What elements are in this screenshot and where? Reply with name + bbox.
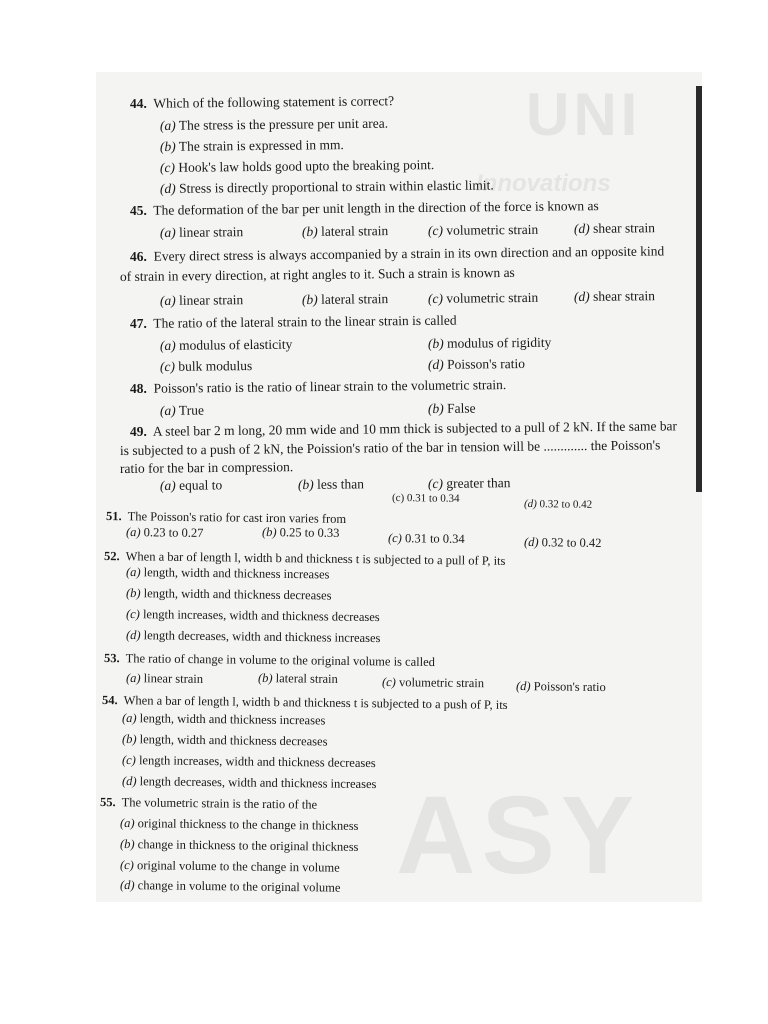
- option-a: (a) linear strain: [125, 671, 204, 686]
- option-d: (d) Poisson's ratio: [427, 355, 526, 372]
- option-c: (c) 0.31 to 0.34: [387, 531, 465, 546]
- option-a: (a) linear strain: [159, 224, 244, 240]
- option-a: (a) length, width and thickness increases: [121, 711, 326, 728]
- question-number: 52.: [103, 549, 120, 564]
- question-46: [130, 243, 664, 265]
- question-number: 49.: [129, 423, 147, 439]
- question-number: 44.: [129, 95, 147, 111]
- option-a: (a) modulus of elasticity: [159, 336, 293, 353]
- option-d: (d) length decreases, width and thickness increases: [121, 774, 377, 792]
- question-text: Every direct stress is always accompanied by a strain in its own direction and an opposite kind: [153, 243, 665, 264]
- question-number: 51.: [105, 509, 122, 524]
- question-text: The ratio of the lateral strain to the linear strain is called: [153, 312, 457, 331]
- question-text: The volumetric strain is the ratio of the: [121, 795, 318, 812]
- option-b: (b) length, width and thickness decreases: [121, 732, 328, 749]
- question-number: 53.: [103, 651, 120, 666]
- option-b: (b) The strain is expressed in mm.: [159, 137, 344, 154]
- option-c: (c) original volume to the change in volume: [119, 858, 340, 875]
- option-b: (b) lateral strain: [301, 223, 389, 239]
- option-a: (a) The stress is the pressure per unit area.: [159, 115, 389, 133]
- option-b: (b) length, width and thickness decreases: [125, 586, 332, 603]
- option-a: (a) True: [159, 402, 204, 418]
- option-a: (a) length, width and thickness increases: [125, 565, 330, 582]
- option-b: (b) False: [427, 400, 476, 416]
- question-44: [130, 93, 394, 112]
- question-number: 48.: [129, 380, 147, 396]
- question-55: [100, 794, 317, 813]
- scanned-page: [96, 72, 702, 902]
- watermark-text: ASY: [396, 774, 641, 897]
- watermark-text: Innovations: [476, 170, 611, 197]
- question-47: [130, 313, 457, 332]
- question-number: 45.: [129, 202, 147, 218]
- cut-off-option-c: (c) 0.31 to 0.34: [391, 492, 460, 505]
- option-c: (c) length increases, width and thickness decreases: [125, 607, 380, 625]
- question-text: The ratio of change in volume to the original volume is called: [125, 651, 436, 670]
- question-53: [104, 650, 435, 670]
- question-text: Which of the following statement is correct?: [153, 93, 395, 111]
- question-48: [130, 377, 506, 397]
- option-b: (b) 0.25 to 0.33: [261, 525, 340, 540]
- option-d: (d) Poisson's ratio: [515, 679, 606, 695]
- option-b: (b) modulus of rigidity: [427, 334, 552, 351]
- option-a: (a) 0.23 to 0.27: [125, 525, 204, 540]
- option-b: (b) change in thickness to the original thickness: [119, 837, 359, 854]
- question-text: Poisson's ratio is the ratio of linear strain to the volumetric strain.: [153, 377, 507, 396]
- question-text-continued: of strain in every direction, at right angles to it. Such a strain is known as: [119, 264, 515, 284]
- option-d: (d) change in volume to the original volume: [119, 878, 341, 895]
- option-d: (d) Stress is directly proportional to strain within elastic limit.: [159, 177, 494, 196]
- option-d: (d) 0.32 to 0.42: [523, 535, 602, 550]
- question-number: 47.: [129, 315, 147, 331]
- question-text: A steel bar 2 m long, 20 mm wide and 10 mm thick is subjected to a pull of 2 kN. If the same bar: [152, 418, 678, 439]
- question-text: The Poisson's ratio for cast iron varies from: [127, 509, 347, 526]
- question-number: 55.: [99, 795, 116, 810]
- question-text-continued: ratio for the bar in compression.: [119, 459, 294, 476]
- question-text-continued: is subjected to a push of 2 kN, the Poission's ratio of the bar in tension will be ............. the Poisson's: [119, 437, 661, 458]
- watermark-text: UNI: [526, 81, 642, 148]
- option-c: (c) volumetric strain: [381, 675, 485, 691]
- option-b: (b) lateral strain: [301, 291, 389, 307]
- option-a: (a) equal to: [159, 477, 223, 493]
- question-text: When a bar of length l, width b and thickness t is subjected to a push of P, its: [123, 693, 508, 712]
- option-c: (c) volumetric strain: [427, 221, 539, 238]
- page-edge-shadow: [696, 86, 702, 492]
- option-c: (c) volumetric strain: [427, 289, 539, 306]
- cut-off-option-d: (d) 0.32 to 0.42: [523, 498, 593, 511]
- option-d: (d) shear strain: [573, 220, 656, 236]
- option-c: (c) bulk modulus: [159, 358, 253, 374]
- option-b: (b) less than: [297, 476, 365, 492]
- option-d: (d) shear strain: [573, 288, 656, 304]
- option-c: (c) Hook's law holds good upto the breaking point.: [159, 157, 435, 175]
- option-a: (a) linear strain: [159, 292, 244, 308]
- question-49: [130, 418, 677, 440]
- question-45: [130, 198, 599, 219]
- option-c: (c) length increases, width and thickness decreases: [121, 753, 376, 771]
- question-number: 54.: [101, 693, 118, 708]
- option-d: (d) length decreases, width and thickness increases: [125, 628, 381, 646]
- question-text: When a bar of length l, width b and thickness t is subjected to a pull of P, its: [125, 549, 506, 568]
- option-c: (c) greater than: [427, 475, 511, 491]
- option-a: (a) original thickness to the change in thickness: [119, 816, 359, 833]
- question-text: The deformation of the bar per unit length in the direction of the force is known as: [153, 198, 599, 218]
- question-number: 46.: [129, 248, 147, 264]
- option-b: (b) lateral strain: [257, 671, 338, 686]
